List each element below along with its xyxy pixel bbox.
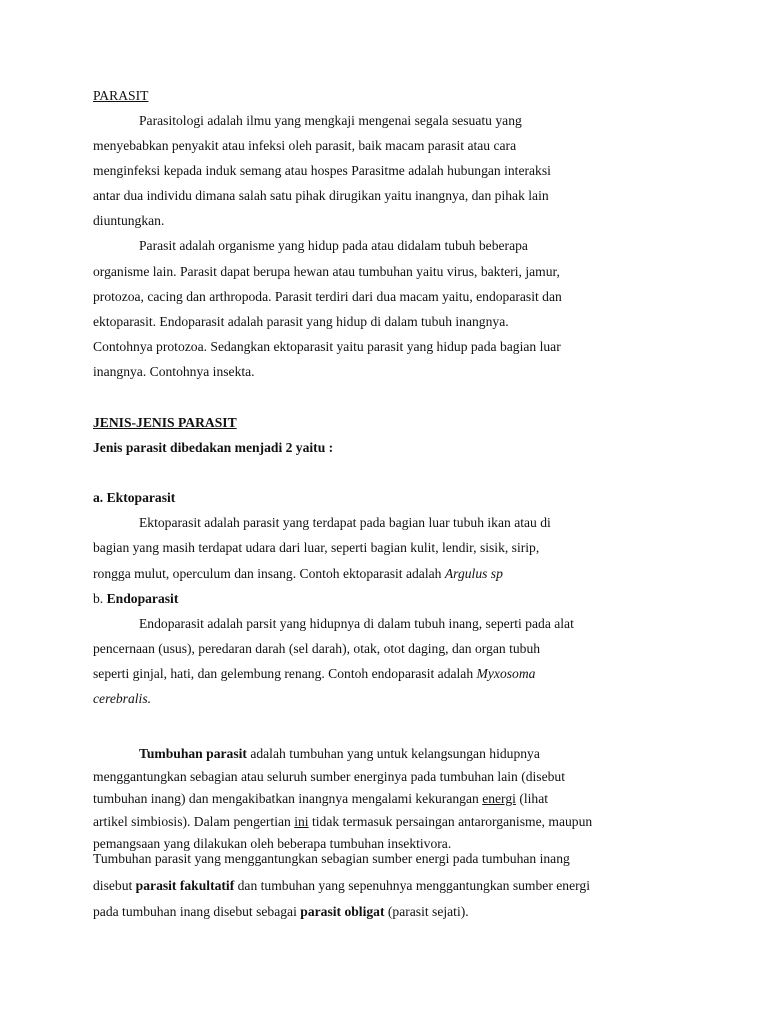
paragraph-text: dan tumbuhan yang sepenuhnya menggantungkan sumber energi (234, 878, 590, 893)
paragraph-line: protozoa, cacing dan arthropoda. Parasit terdiri dari dua macam yaitu, endoparasit dan (93, 289, 562, 304)
term: parasit obligat (300, 904, 385, 919)
paragraph-line: Contohnya protozoa. Sedangkan ektoparasit yaitu parasit yang hidup pada bagian luar (93, 339, 561, 354)
paragraph-line (93, 814, 592, 830)
paragraph-text: seperti ginjal, hati, dan gelembung renang. Contoh endoparasit adalah (93, 666, 477, 681)
species-name: Argulus sp (444, 566, 503, 581)
paragraph-text: artikel simbiosis). Dalam pengertian (93, 814, 295, 829)
ini-link[interactable]: ini (294, 814, 309, 829)
paragraph-line: menyebabkan penyakit atau infeksi oleh parasit, baik macam parasit atau cara (93, 138, 517, 153)
list-marker: b. (93, 591, 107, 606)
paragraph-line (93, 566, 503, 582)
paragraph-line (93, 878, 590, 894)
paragraph-text: tumbuhan inang) dan mengakibatkan inangnya mengalami kekurangan (93, 791, 483, 806)
subheading-label: Endoparasit (106, 591, 179, 606)
paragraph-line (93, 791, 548, 807)
paragraph-line: menginfeksi kepada induk semang atau hospes Parasitme adalah hubungan interaksi (93, 163, 551, 178)
heading-jenis-parasit: JENIS-JENIS PARASIT (93, 415, 237, 430)
energi-link[interactable]: energi (482, 791, 516, 806)
subheading-endoparasit (93, 591, 178, 607)
species-name: Myxosoma (476, 666, 536, 681)
paragraph-line: menggantungkan sebagian atau seluruh sumber energinya pada tumbuhan lain (disebut (93, 769, 565, 784)
paragraph-line: pemangsaan yang dilakukan oleh beberapa tumbuhan insektivora. (93, 836, 452, 851)
paragraph-text: tidak termasuk persaingan antarorganisme, maupun (308, 814, 593, 829)
paragraph-line: Parasit adalah organisme yang hidup pada atau didalam tubuh beberapa (139, 238, 528, 253)
paragraph-text: rongga mulut, operculum dan insang. Contoh ektoparasit adalah (93, 566, 445, 581)
section-intro: Jenis parasit dibedakan menjadi 2 yaitu : (93, 440, 334, 455)
paragraph-line: diuntungkan. (93, 213, 165, 228)
paragraph-text: adalah tumbuhan yang untuk kelangsungan hidupnya (246, 746, 540, 761)
paragraph-line: Parasitologi adalah ilmu yang mengkaji mengenai segala sesuatu yang (139, 113, 522, 128)
paragraph-line: Tumbuhan parasit yang menggantungkan sebagian sumber energi pada tumbuhan inang (93, 851, 570, 866)
paragraph-text: (parasit sejati). (384, 904, 469, 919)
heading-parasit: PARASIT (93, 88, 149, 103)
subheading-ektoparasit: a. Ektoparasit (93, 490, 176, 505)
paragraph-line: organisme lain. Parasit dapat berupa hewan atau tumbuhan yaitu virus, bakteri, jamur, (93, 264, 560, 279)
paragraph-line: inangnya. Contohnya insekta. (93, 364, 255, 379)
paragraph-line (93, 904, 469, 920)
paragraph-line (93, 666, 535, 682)
paragraph-line: Endoparasit adalah parsit yang hidupnya di dalam tubuh inang, seperti pada alat (139, 616, 574, 631)
paragraph-line: bagian yang masih terdapat udara dari luar, seperti bagian kulit, lendir, sisik, sirip, (93, 540, 540, 555)
paragraph-text: (lihat (515, 791, 549, 806)
paragraph-line: pencernaan (usus), peredaran darah (sel darah), otak, otot daging, dan organ tubuh (93, 641, 541, 656)
paragraph-line: Ektoparasit adalah parasit yang terdapat pada bagian luar tubuh ikan atau di (139, 515, 551, 530)
term: parasit fakultatif (135, 878, 235, 893)
paragraph-text: disebut (93, 878, 136, 893)
term: Tumbuhan parasit (139, 746, 247, 761)
paragraph-line: ektoparasit. Endoparasit adalah parasit yang hidup di dalam tubuh inangnya. (93, 314, 509, 329)
paragraph-line: antar dua individu dimana salah satu pihak dirugikan yaitu inangnya, dan pihak lain (93, 188, 549, 203)
paragraph-line (139, 746, 540, 762)
species-name: cerebralis. (93, 691, 152, 706)
paragraph-text: pada tumbuhan inang disebut sebagai (93, 904, 301, 919)
